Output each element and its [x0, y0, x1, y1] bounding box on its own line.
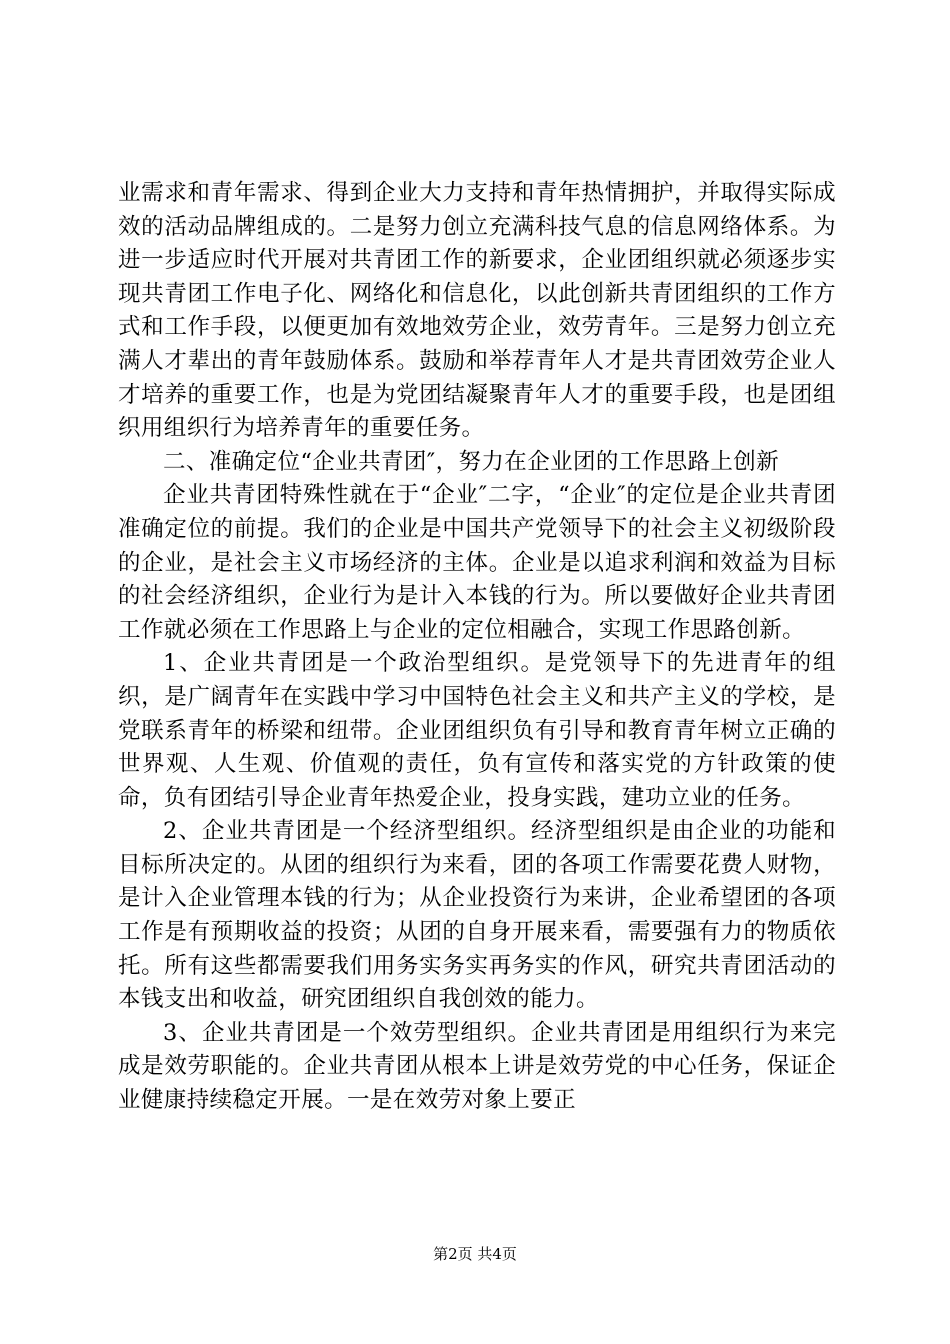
paragraph-item-1: 1、企业共青团是一个政治型组织。是党领导下的先进青年的组织，是广阔青年在实践中学习中国特色社会主义和共产主义的学校，是党联系青年的桥梁和纽带。企业团组织负有引导和教育青年树立正确的世界观、人生观、价值观的责任，负有宣传和落实党的方针政策的使命，负有团结引导企业青年热爱企业，投身实践，建功立业的任务。: [118, 650, 836, 811]
paragraph-continuation: 业需求和青年需求、得到企业大力支持和青年热情拥护，并取得实际成效的活动品牌组成的。二是努力创立充满科技气息的信息网络体系。为进一步适应时代开展对共青团工作的新要求，企业团组织就必须逐步实现共青团工作电子化、网络化和信息化，以此创新共青团组织的工作方式和工作手段，以便更加有效地效劳企业，效劳青年。三是努力创立充满人才辈出的青年鼓励体系。鼓励和举荐青年人才是共青团效劳企业人才培养的重要工作，也是为党团结凝聚青年人才的重要手段，也是团组织用组织行为培养青年的重要任务。: [118, 180, 836, 442]
page-number-footer: 第2页 共4页: [433, 1245, 517, 1263]
paragraph-item-2: 2、企业共青团是一个经济型组织。经济型组织是由企业的功能和目标所决定的。从团的组织行为来看，团的各项工作需要花费人财物，是计入企业管理本钱的行为；从企业投资行为来讲，企业希望团的各项工作是有预期收益的投资；从团的自身开展来看，需要强有力的物质依托。所有这些都需要我们用务实务实再务实的作风，研究共青团活动的本钱支出和收益，研究团组织自我创效的能力。: [118, 818, 836, 1013]
paragraph-item-3: 3、企业共青团是一个效劳型组织。企业共青团是用组织行为来完成是效劳职能的。企业共青团从根本上讲是效劳党的中心任务，保证企业健康持续稳定开展。一是在效劳对象上要正: [118, 1019, 836, 1114]
document-body: [118, 177, 836, 1118]
paragraph: 企业共青团特殊性就在于“企业″二字，“企业″的定位是企业共青团准确定位的前提。我们的企业是中国共产党领导下的社会主义初级阶段的企业，是社会主义市场经济的主体。企业是以追求利润和效益为目标的社会经济组织，企业行为是计入本钱的行为。所以要做好企业共青团工作就必须在工作思路上与企业的定位相融合，实现工作思路创新。: [118, 482, 836, 643]
section-heading: 二、准确定位“企业共青团″，努力在企业团的工作思路上创新: [163, 448, 780, 475]
